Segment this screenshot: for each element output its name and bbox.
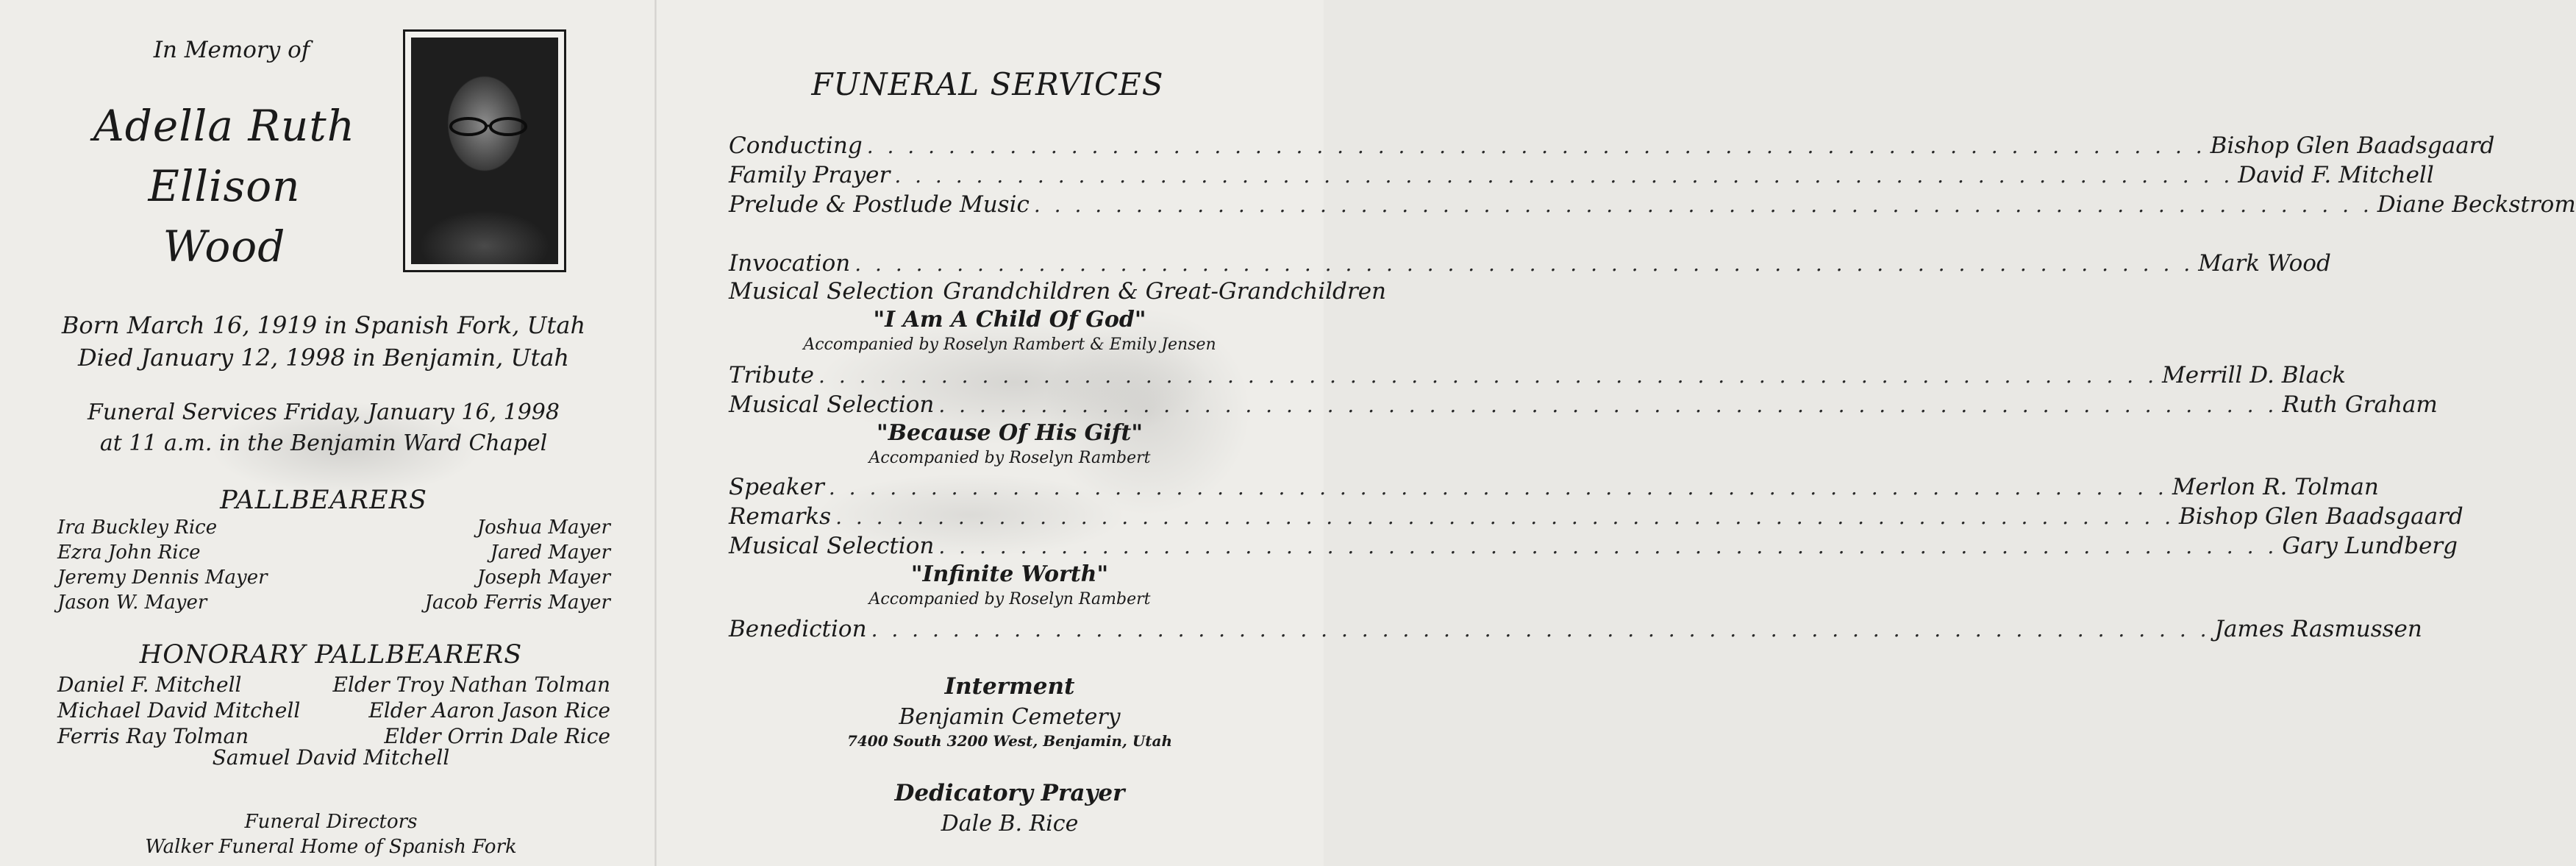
deceased-name xyxy=(59,96,390,277)
program-role: Musical Selection xyxy=(729,533,935,559)
list-item: Elder Troy Nathan Tolman xyxy=(332,672,610,697)
list-item: Daniel F. Mitchell xyxy=(57,672,242,697)
pallbearers-right-list xyxy=(382,515,610,615)
portrait-photo xyxy=(411,38,558,264)
name-line-1: Adella Ruth xyxy=(93,101,356,151)
dedicatory-prayer-heading: Dedicatory Prayer xyxy=(894,780,1125,806)
program-role: Conducting xyxy=(729,132,863,159)
leader-dots xyxy=(894,161,2233,191)
program-row xyxy=(729,390,2438,420)
cemetery-address: 7400 South 3200 West, Benjamin, Utah xyxy=(846,732,1173,750)
died-line: Died January 12, 1998 in Benjamin, Utah xyxy=(77,344,570,372)
program-role: Musical Selection xyxy=(729,278,935,305)
program-role: Tribute xyxy=(729,362,815,388)
program-row xyxy=(729,249,2331,279)
song-title: "I Am A Child Of God" xyxy=(873,307,1146,333)
program-role: Prelude & Postlude Music xyxy=(729,191,1030,218)
directors-name: Walker Funeral Home of Spanish Fork xyxy=(145,836,517,858)
leader-dots xyxy=(1034,191,2373,220)
born-line: Born March 16, 1919 in Spanish Fork, Utah xyxy=(61,311,586,339)
program-person: Ruth Graham xyxy=(2282,391,2438,418)
program-row xyxy=(729,614,2422,645)
pallbearers-left-list xyxy=(57,515,278,615)
program-person: Merrill D. Black xyxy=(2161,362,2347,388)
program-role: Invocation xyxy=(729,250,851,277)
program-person: Mark Wood xyxy=(2198,250,2331,277)
program-person: Gary Lundberg xyxy=(2282,533,2458,559)
honorary-left-list xyxy=(57,672,337,749)
portrait-frame xyxy=(403,29,566,272)
birth-death-dates xyxy=(44,309,603,374)
song-title: "Infinite Worth" xyxy=(910,561,1109,587)
leader-dots xyxy=(867,132,2206,161)
leader-dots xyxy=(938,391,2277,420)
program-person: Bishop Glen Baadsgaard xyxy=(2210,132,2495,159)
program-row xyxy=(729,502,2463,532)
name-line-2: Ellison xyxy=(148,161,301,211)
interment-heading: Interment xyxy=(944,673,1075,700)
program-row xyxy=(729,531,2458,561)
honorary-pallbearers-heading: HONORARY PALLBEARERS xyxy=(139,640,523,670)
list-item: Jacob Ferris Mayer xyxy=(424,592,610,614)
program-person: Bishop Glen Baadsgaard xyxy=(2179,503,2463,530)
cemetery-name: Benjamin Cemetery xyxy=(899,704,1121,730)
program-row xyxy=(729,160,2434,191)
honorary-right-list xyxy=(324,672,610,749)
glasses-shape xyxy=(448,115,529,138)
left-panel xyxy=(0,0,654,866)
list-item: Jared Mayer xyxy=(490,542,610,564)
list-item: Elder Aaron Jason Rice xyxy=(368,698,610,723)
list-item: Joseph Mayer xyxy=(477,567,610,589)
program-row xyxy=(729,277,1387,307)
services-line-2: at 11 a.m. in the Benjamin Ward Chapel xyxy=(99,430,548,456)
program-role: Musical Selection xyxy=(729,391,935,418)
list-item: Ezra John Rice xyxy=(57,542,201,564)
program-row xyxy=(729,472,2379,503)
program-role: Remarks xyxy=(729,503,832,530)
leader-dots xyxy=(871,615,2211,645)
leader-dots xyxy=(854,249,2194,279)
leader-dots xyxy=(835,503,2174,532)
pallbearers-heading: PALLBEARERS xyxy=(220,486,427,515)
program-role: Family Prayer xyxy=(729,162,891,188)
dedicatory-prayer-name: Dale B. Rice xyxy=(941,811,1079,837)
leader-dots xyxy=(829,473,2168,503)
list-item: Joshua Mayer xyxy=(477,517,610,539)
honorary-center-name: Samuel David Mitchell xyxy=(212,745,450,770)
list-item: Jeremy Dennis Mayer xyxy=(57,567,268,589)
list-item: Ira Buckley Rice xyxy=(57,517,218,539)
song-title: "Because Of His Gift" xyxy=(877,420,1143,446)
funeral-directors xyxy=(110,809,552,859)
list-item: Jason W. Mayer xyxy=(57,592,207,614)
service-time-info xyxy=(44,397,603,459)
program-role: Benediction xyxy=(729,616,867,642)
program-person: Grandchildren & Great-Grandchildren xyxy=(943,278,1387,305)
leader-dots xyxy=(938,532,2277,561)
right-panel xyxy=(657,0,2576,866)
services-line-1: Funeral Services Friday, January 16, 1998 xyxy=(88,400,560,425)
accompaniment-note: Accompanied by Roselyn Rambert xyxy=(868,449,1151,467)
program-row xyxy=(729,190,2576,220)
list-item: Elder Orrin Dale Rice xyxy=(384,724,610,748)
program-role: Speaker xyxy=(729,474,824,500)
program-person: David F. Mitchell xyxy=(2238,162,2434,188)
in-memory-heading: In Memory of xyxy=(153,37,310,63)
program-person: Merlon R. Tolman xyxy=(2172,474,2379,500)
accompaniment-note: Accompanied by Roselyn Rambert xyxy=(868,590,1151,608)
list-item: Michael David Mitchell xyxy=(57,698,301,723)
program-row xyxy=(729,131,2495,161)
program-person: James Rasmussen xyxy=(2214,616,2422,642)
leader-dots xyxy=(818,361,2158,391)
funeral-services-title: FUNERAL SERVICES xyxy=(811,66,1164,102)
directors-label: Funeral Directors xyxy=(244,811,418,833)
name-line-3: Wood xyxy=(163,221,286,271)
program-person: Diane Beckstrom xyxy=(2377,191,2576,218)
program-row xyxy=(729,361,2347,391)
list-item: Ferris Ray Tolman xyxy=(57,724,249,748)
accompaniment-note: Accompanied by Roselyn Rambert & Emily Jensen xyxy=(803,336,1216,354)
